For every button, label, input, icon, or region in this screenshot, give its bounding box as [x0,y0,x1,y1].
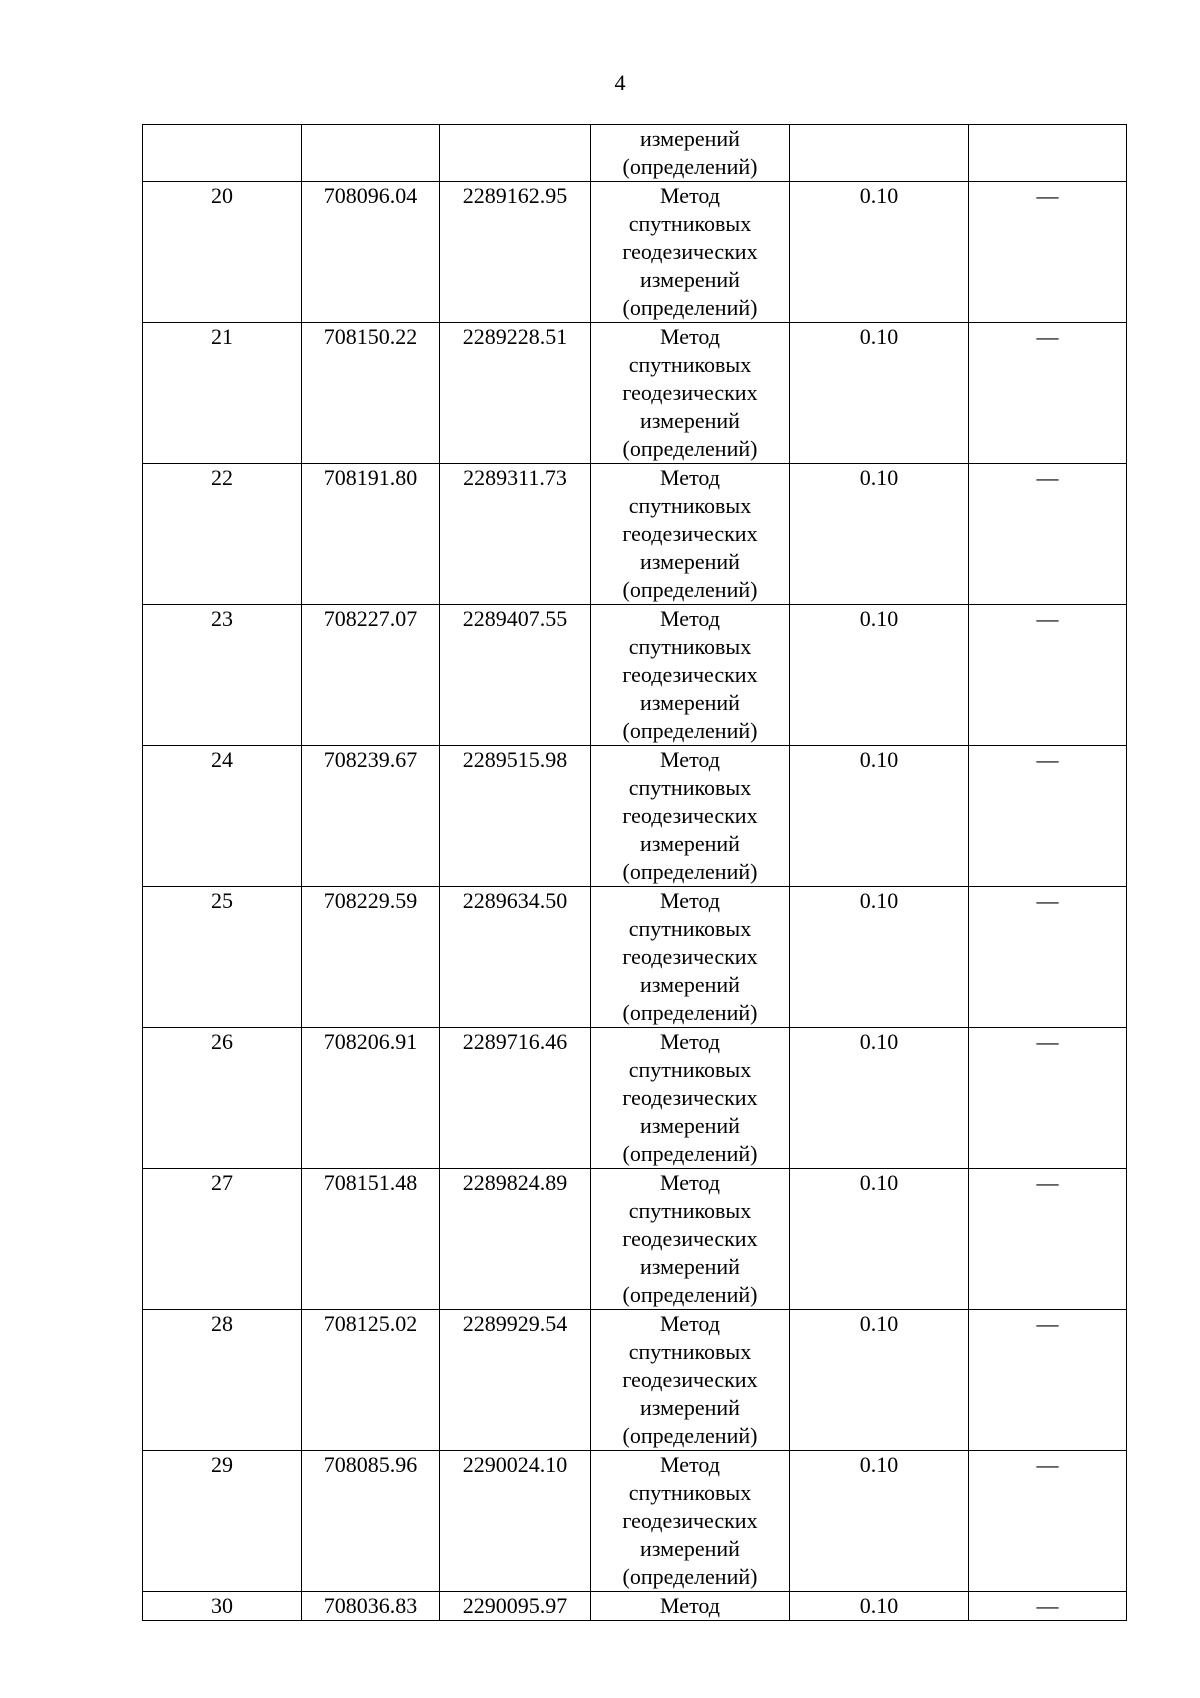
x-coordinate-cell [302,125,440,182]
point-number-cell: 26 [143,1028,302,1169]
method-line: (определений) [622,718,758,743]
note-cell: — [969,1028,1127,1169]
table-row [143,323,1127,464]
note-cell: — [969,887,1127,1028]
method-line: (определений) [622,1282,758,1307]
accuracy-cell: 0.10 [790,464,969,605]
method-cell [591,605,790,746]
method-line: измерений [640,126,740,151]
x-coordinate-cell: 708036.83 [302,1592,440,1621]
x-coordinate-cell: 708151.48 [302,1169,440,1310]
method-line: геодезических [622,944,758,969]
accuracy-cell: 0.10 [790,1310,969,1451]
method-line: измерений [640,408,740,433]
method-line: спутниковых [628,493,752,518]
method-line: геодезических [622,1085,758,1110]
method-line: геодезических [622,662,758,687]
method-line: спутниковых [628,211,752,236]
method-line: Метод [660,324,720,349]
method-cell [591,1592,790,1621]
method-line: (определений) [622,1141,758,1166]
table-row [143,605,1127,746]
table-row [143,182,1127,323]
accuracy-cell: 0.10 [790,887,969,1028]
y-coordinate-cell: 2289716.46 [440,1028,591,1169]
method-cell [591,887,790,1028]
method-line: спутниковых [628,634,752,659]
method-line: измерений [640,549,740,574]
page-number: 4 [614,70,626,95]
y-coordinate-cell: 2290095.97 [440,1592,591,1621]
x-coordinate-cell: 708125.02 [302,1310,440,1451]
method-line: Метод [660,1029,720,1054]
method-line: измерений [640,972,740,997]
method-cell [591,746,790,887]
method-line: спутниковых [628,352,752,377]
method-line: Метод [660,465,720,490]
table-row [143,1592,1127,1621]
accuracy-cell: 0.10 [790,605,969,746]
x-coordinate-cell: 708085.96 [302,1451,440,1592]
method-line: спутниковых [628,1339,752,1364]
coordinates-table-body [143,125,1127,1621]
note-cell: — [969,1592,1127,1621]
coordinates-table [142,124,1127,1621]
note-cell: — [969,182,1127,323]
table-row [143,1169,1127,1310]
method-line: спутниковых [628,1198,752,1223]
point-number-cell: 23 [143,605,302,746]
method-line: (определений) [622,859,758,884]
method-line: Метод [660,1311,720,1336]
method-line: Метод [660,1170,720,1195]
method-line: геодезических [622,1226,758,1251]
method-cell [591,1310,790,1451]
method-line: (определений) [622,1423,758,1448]
method-cell [591,125,790,182]
accuracy-cell: 0.10 [790,1592,969,1621]
y-coordinate-cell: 2289929.54 [440,1310,591,1451]
method-cell [591,323,790,464]
method-line: спутниковых [628,1057,752,1082]
table-row [143,1028,1127,1169]
method-line: (определений) [622,1564,758,1589]
method-cell [591,1169,790,1310]
method-line: (определений) [622,1000,758,1025]
table-row [143,1310,1127,1451]
method-line: измерений [640,1113,740,1138]
table-row [143,887,1127,1028]
point-number-cell: 27 [143,1169,302,1310]
method-line: спутниковых [628,916,752,941]
method-line: спутниковых [628,1480,752,1505]
y-coordinate-cell: 2289228.51 [440,323,591,464]
accuracy-cell: 0.10 [790,1169,969,1310]
method-line: геодезических [622,1367,758,1392]
accuracy-cell: 0.10 [790,323,969,464]
method-line: измерений [640,1254,740,1279]
method-line: измерений [640,831,740,856]
y-coordinate-cell: 2289634.50 [440,887,591,1028]
method-line: спутниковых [628,775,752,800]
method-line: Метод [660,1452,720,1477]
accuracy-cell: 0.10 [790,1028,969,1169]
y-coordinate-cell: 2289162.95 [440,182,591,323]
method-line: измерений [640,267,740,292]
method-cell [591,1028,790,1169]
x-coordinate-cell: 708227.07 [302,605,440,746]
method-line: измерений [640,1536,740,1561]
method-line: измерений [640,1395,740,1420]
note-cell: — [969,464,1127,605]
point-number-cell: 21 [143,323,302,464]
y-coordinate-cell: 2290024.10 [440,1451,591,1592]
method-line: измерений [640,690,740,715]
point-number-cell: 25 [143,887,302,1028]
method-cell [591,464,790,605]
x-coordinate-cell: 708239.67 [302,746,440,887]
table-row [143,464,1127,605]
y-coordinate-cell: 2289311.73 [440,464,591,605]
method-line: Метод [660,888,720,913]
method-line: геодезических [622,239,758,264]
method-line: геодезических [622,521,758,546]
point-number-cell [143,125,302,182]
y-coordinate-cell: 2289515.98 [440,746,591,887]
point-number-cell: 30 [143,1592,302,1621]
method-line: Метод [660,747,720,772]
point-number-cell: 24 [143,746,302,887]
method-cell [591,182,790,323]
method-line: геодезических [622,1508,758,1533]
method-line: геодезических [622,380,758,405]
method-line: Метод [660,1593,720,1618]
accuracy-cell: 0.10 [790,746,969,887]
accuracy-cell [790,125,969,182]
y-coordinate-cell: 2289824.89 [440,1169,591,1310]
table-row [143,1451,1127,1592]
method-line: (определений) [622,154,758,179]
accuracy-cell: 0.10 [790,182,969,323]
x-coordinate-cell: 708206.91 [302,1028,440,1169]
note-cell: — [969,1310,1127,1451]
method-line: Метод [660,183,720,208]
note-cell: — [969,746,1127,887]
note-cell: — [969,1451,1127,1592]
x-coordinate-cell: 708150.22 [302,323,440,464]
note-cell: — [969,605,1127,746]
point-number-cell: 22 [143,464,302,605]
method-line: Метод [660,606,720,631]
point-number-cell: 29 [143,1451,302,1592]
note-cell: — [969,323,1127,464]
x-coordinate-cell: 708191.80 [302,464,440,605]
x-coordinate-cell: 708096.04 [302,182,440,323]
method-line: геодезических [622,803,758,828]
method-line: (определений) [622,436,758,461]
point-number-cell: 28 [143,1310,302,1451]
x-coordinate-cell: 708229.59 [302,887,440,1028]
y-coordinate-cell: 2289407.55 [440,605,591,746]
method-cell [591,1451,790,1592]
method-line: (определений) [622,295,758,320]
continuation-row [143,125,1127,182]
point-number-cell: 20 [143,182,302,323]
accuracy-cell: 0.10 [790,1451,969,1592]
table-row [143,746,1127,887]
note-cell [969,125,1127,182]
y-coordinate-cell [440,125,591,182]
note-cell: — [969,1169,1127,1310]
method-line: (определений) [622,577,758,602]
